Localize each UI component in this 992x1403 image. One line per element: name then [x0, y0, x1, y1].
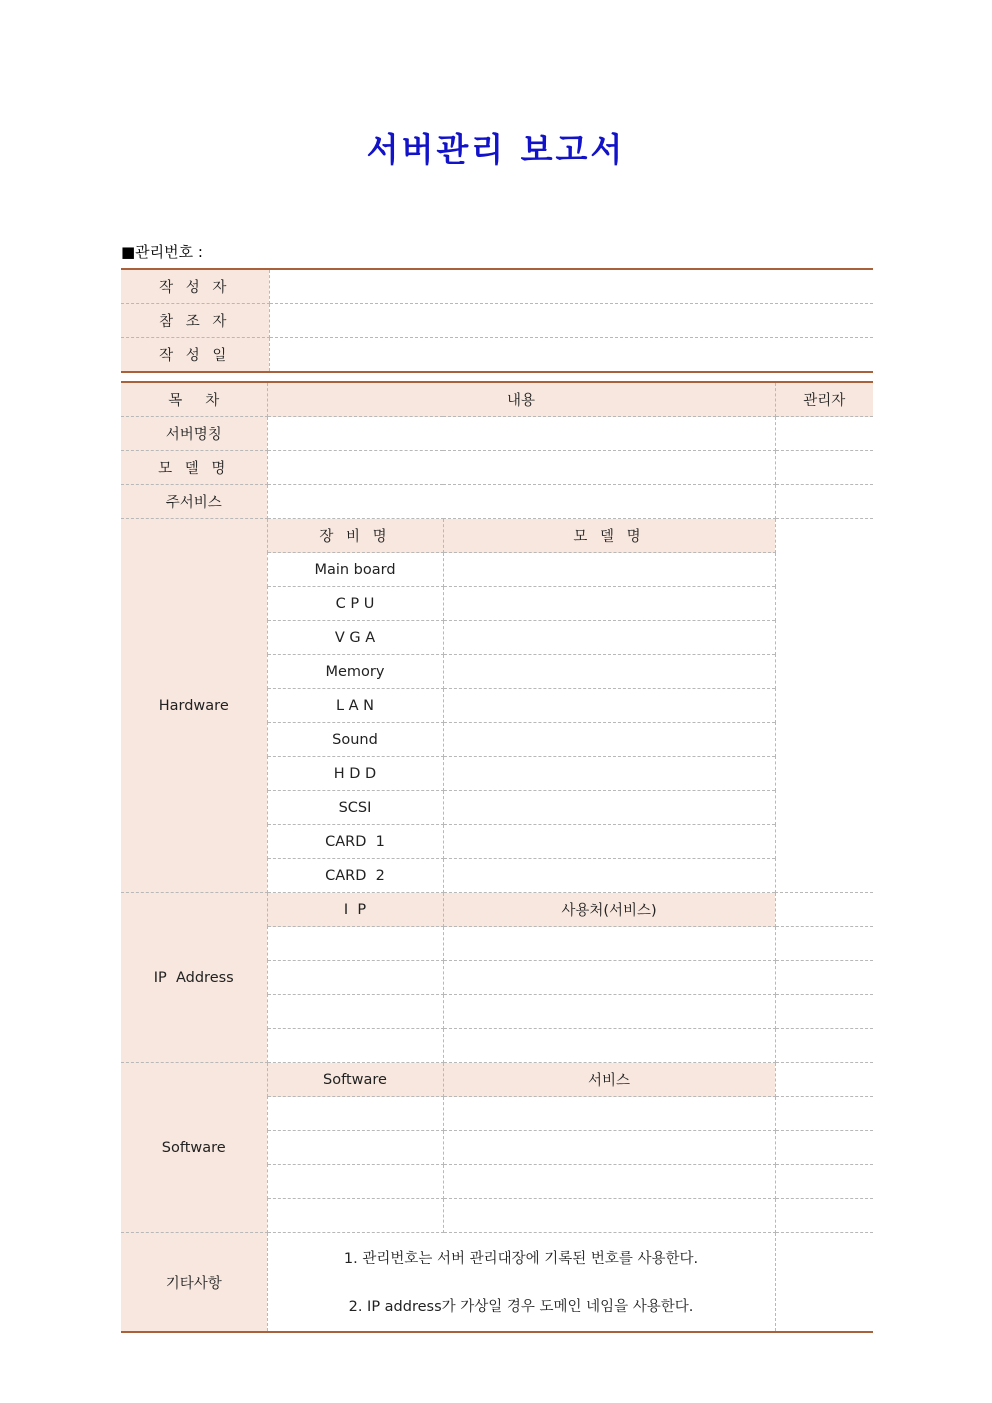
- software-header-row: [121, 1063, 873, 1097]
- main-header-row: [121, 382, 873, 417]
- software-field[interactable]: [267, 1165, 443, 1199]
- service-field[interactable]: [443, 1097, 775, 1131]
- main-service-field[interactable]: [267, 485, 775, 519]
- toc-header: 목 차: [121, 382, 267, 417]
- ip-field[interactable]: [267, 961, 443, 995]
- software-manager-field[interactable]: [775, 1165, 873, 1199]
- device-model-field[interactable]: [443, 791, 775, 825]
- ip-header: I P: [267, 893, 443, 927]
- basic-row: [121, 417, 873, 451]
- service-field[interactable]: [443, 1199, 775, 1233]
- note-line-2: 2. IP address가 가상일 경우 도메인 네임을 사용한다.: [348, 1299, 694, 1315]
- notes-manager[interactable]: [775, 1233, 873, 1333]
- device-model-field[interactable]: [443, 689, 775, 723]
- ip-field[interactable]: [267, 927, 443, 961]
- info-table: [121, 268, 873, 373]
- hardware-label: Hardware: [121, 519, 267, 893]
- model-name-field[interactable]: [267, 451, 775, 485]
- ip-usage-field[interactable]: [443, 927, 775, 961]
- ip-manager-field[interactable]: [775, 995, 873, 1029]
- software-header: Software: [267, 1063, 443, 1097]
- device-model-field[interactable]: [443, 655, 775, 689]
- device-model-header: 모 델 명: [443, 519, 775, 553]
- hardware-manager[interactable]: [775, 519, 873, 893]
- device-name-header: 장 비 명: [267, 519, 443, 553]
- device-model-field[interactable]: [443, 587, 775, 621]
- notes-label: 기타사항: [121, 1233, 267, 1333]
- device-card2: CARD 2: [267, 859, 443, 893]
- ip-manager-field[interactable]: [775, 1029, 873, 1063]
- author-field[interactable]: [269, 269, 873, 304]
- note-line-1: 1. 관리번호는 서버 관리대장에 기록된 번호를 사용한다.: [343, 1251, 699, 1267]
- author-label: 작 성 자: [121, 269, 269, 304]
- info-row-date: [121, 338, 873, 373]
- software-field[interactable]: [267, 1199, 443, 1233]
- software-field[interactable]: [267, 1131, 443, 1165]
- ip-header-row: [121, 893, 873, 927]
- device-scsi: SCSI: [267, 791, 443, 825]
- server-name-label: 서버명칭: [121, 417, 267, 451]
- date-label: 작 성 일: [121, 338, 269, 373]
- management-number-label: ■관리번호 :: [121, 243, 203, 261]
- reference-field[interactable]: [269, 304, 873, 338]
- ip-address-label: IP Address: [121, 893, 267, 1063]
- device-model-field[interactable]: [443, 621, 775, 655]
- software-manager-field[interactable]: [775, 1097, 873, 1131]
- ip-manager-field[interactable]: [775, 927, 873, 961]
- main-service-manager[interactable]: [775, 485, 873, 519]
- device-sound: Sound: [267, 723, 443, 757]
- device-cpu: C P U: [267, 587, 443, 621]
- model-name-label: 모 델 명: [121, 451, 267, 485]
- software-manager[interactable]: [775, 1063, 873, 1097]
- server-name-field[interactable]: [267, 417, 775, 451]
- notes-row: [121, 1233, 873, 1333]
- main-table: [121, 381, 873, 1333]
- hardware-header-row: [121, 519, 873, 553]
- service-field[interactable]: [443, 1165, 775, 1199]
- ip-manager-field[interactable]: [775, 961, 873, 995]
- reference-label: 참 조 자: [121, 304, 269, 338]
- basic-row: [121, 485, 873, 519]
- service-field[interactable]: [443, 1131, 775, 1165]
- ip-usage-field[interactable]: [443, 1029, 775, 1063]
- basic-row: [121, 451, 873, 485]
- software-field[interactable]: [267, 1097, 443, 1131]
- server-name-manager[interactable]: [775, 417, 873, 451]
- ip-field[interactable]: [267, 995, 443, 1029]
- page-title: 서버관리 보고서: [366, 130, 626, 169]
- software-label: Software: [121, 1063, 267, 1233]
- info-row-author: [121, 269, 873, 304]
- software-manager-field[interactable]: [775, 1131, 873, 1165]
- ip-field[interactable]: [267, 1029, 443, 1063]
- ip-usage-field[interactable]: [443, 961, 775, 995]
- device-mainboard: Main board: [267, 553, 443, 587]
- ip-usage-field[interactable]: [443, 995, 775, 1029]
- device-model-field[interactable]: [443, 757, 775, 791]
- device-lan: L A N: [267, 689, 443, 723]
- device-vga: V G A: [267, 621, 443, 655]
- main-service-label: 주서비스: [121, 485, 267, 519]
- device-model-field[interactable]: [443, 825, 775, 859]
- device-model-field[interactable]: [443, 553, 775, 587]
- ip-usage-header: 사용처(서비스): [443, 893, 775, 927]
- ip-manager[interactable]: [775, 893, 873, 927]
- software-manager-field[interactable]: [775, 1199, 873, 1233]
- date-field[interactable]: [269, 338, 873, 373]
- notes-content: [267, 1233, 775, 1333]
- device-model-field[interactable]: [443, 723, 775, 757]
- info-row-reference: [121, 304, 873, 338]
- device-card1: CARD 1: [267, 825, 443, 859]
- content-header: 내용: [267, 382, 775, 417]
- service-header: 서비스: [443, 1063, 775, 1097]
- model-name-manager[interactable]: [775, 451, 873, 485]
- device-hdd: H D D: [267, 757, 443, 791]
- manager-header: 관리자: [775, 382, 873, 417]
- device-memory: Memory: [267, 655, 443, 689]
- device-model-field[interactable]: [443, 859, 775, 893]
